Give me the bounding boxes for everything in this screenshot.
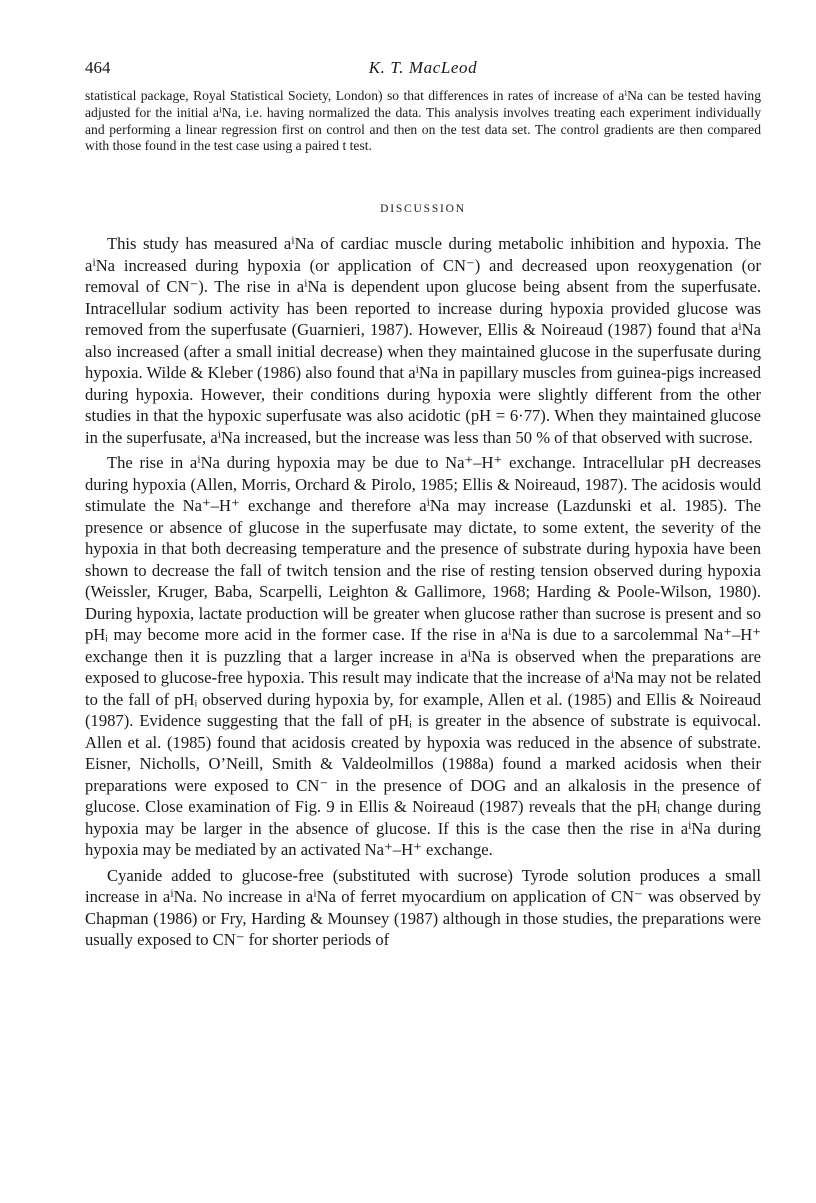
methods-tail-paragraph: statistical package, Royal Statistical Society, London) so that differences in rates of increase of aⁱNa can be tested having adjusted for the initial aⁱNa, i.e. having normalized the data. This analysis involves treating each experiment individually and performing a linear regression first on control and then on the test data set. The control gradients are then compared with those found in the test case using a paired t test. <box>85 88 761 154</box>
page-number: 464 <box>85 58 111 77</box>
running-head: K. T. MacLeod <box>368 58 478 77</box>
journal-page <box>85 58 761 955</box>
discussion-paragraph-3: Cyanide added to glucose-free (substituted with sucrose) Tyrode solution produces a small increase in aⁱNa. No increase in aⁱNa of ferret myocardium on application of CN⁻ was observed by Chapman (1986) or Fry, Harding & Mounsey (1987) although in those studies, the preparations were usually exposed to CN⁻ for shorter periods of <box>85 865 761 950</box>
page-header <box>85 58 761 88</box>
discussion-paragraph-2: The rise in aⁱNa during hypoxia may be due to Na⁺–H⁺ exchange. Intracellular pH decreases during hypoxia (Allen, Morris, Orchard & Pirolo, 1985; Ellis & Noireaud, 1987). The acidosis would stimulate the Na⁺–H⁺ exchange and therefore aⁱNa may increase (Lazdunski et al. 1985). The presence or absence of glucose in the superfusate may dictate, to some extent, the severity of the hypoxia in that both decreasing temperature and the presence of substrate during hypoxia have been shown to decrease the fall of twitch tension and the rise of resting tension observed during hypoxia (Weissler, Kruger, Baba, Scarpelli, Leighton & Gallimore, 1968; Harding & Poole-Wilson, 1980). During hypoxia, lactate production will be greater when glucose rather than sucrose is present and so pHᵢ may become more acid in the former case. If the rise in aⁱNa is due to a sarcolemmal Na⁺–H⁺ exchange then it is puzzling that a larger increase in aⁱNa is observed when the preparations are exposed to glucose-free hypoxia. This result may indicate that the increase of aⁱNa may not be related to the fall of pHᵢ observed during hypoxia by, for example, Allen et al. (1985) and Ellis & Noireaud (1987). Evidence suggesting that the fall of pHᵢ is greater in the absence of substrate is equivocal. Allen et al. (1985) found that acidosis created by hypoxia was reduced in the absence of substrate. Eisner, Nicholls, O’Neill, Smith & Valdeolmillos (1988a) found a marked acidosis when their preparations were exposed to CN⁻ in the presence of DOG and an alkalosis in the presence of glucose. Close examination of Fig. 9 in Ellis & Noireaud (1987) reveals that the pHᵢ change during hypoxia may be larger in the absence of glucose. If this is the case then the rise in aⁱNa during hypoxia may be mediated by an activated Na⁺–H⁺ exchange. <box>85 453 761 860</box>
discussion-paragraph-1: This study has measured aⁱNa of cardiac muscle during metabolic inhibition and hypoxia. The aⁱNa increased during hypoxia (or application of CN⁻) and decreased upon reoxygenation (or removal of CN⁻). The rise in aⁱNa is dependent upon glucose being absent from the superfusate. Intracellular sodium activity has been reported to increase during hypoxia provided glucose was removed from the superfusate (Guarnieri, 1987). However, Ellis & Noireaud (1987) found that aⁱNa also increased (after a small initial decrease) when they maintained glucose in the superfusate during hypoxia. Wilde & Kleber (1986) also found that aⁱNa in papillary muscles from guinea-pigs increased during hypoxia. However, their conditions during hypoxia were slightly different from the other studies in that the hypoxic superfusate was also acidotic (pH = 6·77). When they maintained glucose in the superfusate, aⁱNa increased, but the increase was less than 50 % of that observed with sucrose. <box>85 234 761 447</box>
section-heading-discussion: DISCUSSION <box>380 203 466 216</box>
